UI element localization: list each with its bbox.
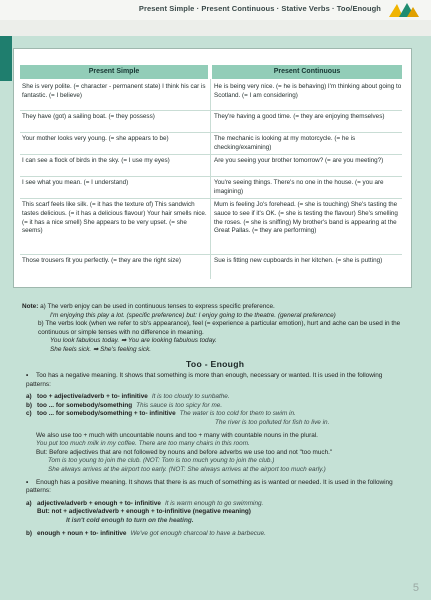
table-cell: Are you seeing your brother tomorrow? (= are you meeting?) bbox=[214, 157, 384, 164]
table-cell: Mum is feeling Jo's forehead. (= she is touching) She's tasting the sauce to see if it's OK. (= she is testing the flavour) She's smelling the roses. (= she is sniffing) My brother's band is appearing at the Great Pallas. (= they are performing) bbox=[214, 201, 398, 235]
table-cell: This scarf feels like silk. (= it has the texture of) This sandwich tastes delicious. (= it has a delicious flavour) Your hair smells nice. (= it has a nice smell) She appears to be very upset. (= she seems) bbox=[22, 201, 207, 235]
pattern-label-a: a) bbox=[26, 499, 32, 507]
note-b-example-2: She feels sick. ➡ She's feeling sick. bbox=[50, 345, 152, 353]
table-cell: I can see a flock of birds in the sky. (= I use my eyes) bbox=[22, 157, 170, 164]
note-a: a) The verb enjoy can be used in continuous tenses to express specific preference. bbox=[40, 303, 275, 310]
book-logo-icon bbox=[387, 1, 421, 19]
column-divider bbox=[210, 79, 211, 279]
enough-but-rule: But: not + adjective/adverb + enough + to-infinitive (negative meaning) bbox=[37, 508, 251, 516]
note-label: Note: bbox=[22, 303, 39, 310]
column-header-present-simple: Present Simple bbox=[20, 65, 208, 79]
too-pattern-a-example: It is too cloudy to sunbathe. bbox=[151, 393, 230, 401]
row-divider bbox=[20, 132, 402, 133]
enough-intro: Enough has a positive meaning. It shows that there is as much of something as is wanted or needed. It is used in the following patterns: bbox=[26, 478, 393, 495]
too-pattern-a: too + adjective/adverb + to- infinitive bbox=[37, 393, 148, 401]
too-pattern-b-example: This sauce is too spicy for me. bbox=[136, 401, 223, 409]
row-divider bbox=[20, 110, 402, 111]
row-divider bbox=[20, 176, 402, 177]
page-number: 5 bbox=[412, 582, 419, 594]
enough-pattern-b-example: We've got enough charcoal to have a barbecue. bbox=[130, 529, 266, 537]
table-cell: They have (got) a sailing boat. (= they possess) bbox=[22, 113, 155, 120]
too-pattern-c: too ... for somebody/something + to- infinitive bbox=[37, 410, 176, 418]
too-much-rule: We also use too + much with uncountable nouns and too + many with countable nouns in the plural. bbox=[36, 431, 318, 439]
pattern-label-b: b) bbox=[26, 401, 33, 409]
row-divider bbox=[20, 154, 402, 155]
too-pattern-c-example-2: The river is too polluted for fish to live in. bbox=[215, 418, 330, 426]
table-cell: I see what you mean. (= I understand) bbox=[22, 179, 129, 186]
too-much-example: You put too much milk in my coffee. There are too many chairs in this room. bbox=[36, 440, 250, 448]
bullet-icon: • bbox=[26, 478, 29, 486]
table-cell: Those trousers fit you perfectly. (= they are the right size) bbox=[22, 257, 181, 264]
page-header-title: Present Simple · Present Continuous · Stative Verbs · Too/Enough bbox=[138, 4, 381, 13]
chapter-tab bbox=[0, 36, 12, 81]
bullet-icon: • bbox=[26, 372, 29, 379]
too-intro: Too has a negative meaning. It shows that something is more than enough, necessary or wanted. It is used in the following patterns: bbox=[26, 372, 383, 388]
note-b: b) The verbs look (when we refer to sb's appearance), feel (= experience a particular emotion), hurt and ache can be used in the continuous or simple tenses with no difference in meaning. bbox=[38, 320, 401, 336]
column-header-present-continuous: Present Continuous bbox=[212, 65, 402, 79]
note-b-example-1: You look fabulous today. ➡ You are looking fabulous today. bbox=[50, 337, 217, 345]
note-a-example: I'm enjoying this play a lot. (specific preference) but: I enjoy going to the theatre. (general preference) bbox=[50, 311, 336, 319]
note-section bbox=[22, 303, 407, 355]
enough-pattern-a: adjective/adverb + enough + to- infinitive bbox=[37, 499, 161, 507]
table-cell: The mechanic is looking at my motorcycle. (= he is checking/examining) bbox=[214, 135, 356, 151]
comparison-table bbox=[13, 48, 412, 288]
enough-but-example: It isn't cold enough to turn on the heating. bbox=[66, 516, 194, 524]
pattern-label-c: c) bbox=[26, 410, 32, 418]
table-cell: They're having a good time. (= they are enjoying themselves) bbox=[214, 113, 385, 120]
enough-pattern-b: enough + noun + to- infinitive bbox=[37, 529, 127, 537]
too-enough-section bbox=[26, 372, 401, 538]
too-pattern-c-example-1: The water is too cold for them to swim in. bbox=[179, 410, 296, 418]
enough-pattern-a-example: It is warm enough to go swimming. bbox=[164, 499, 264, 507]
pattern-label-a: a) bbox=[26, 393, 32, 401]
too-but-rule: But: Before adjectives that are not followed by nouns and before adverbs we use too and not "too much." bbox=[36, 448, 333, 456]
too-pattern-b: too ... for somebody/something bbox=[37, 401, 133, 409]
table-cell: He is being very nice. (= he is behaving) I'm thinking about going to Scotland. (= I am considering) bbox=[214, 83, 402, 99]
too-but-example-2: She always arrives at the airport too early. (NOT: She always arrives at the airport too much early.) bbox=[48, 465, 326, 473]
too-but-example-1: Tom is too young to join the club. (NOT: Tom is too much young to join the club.) bbox=[48, 457, 275, 465]
section-title-too-enough: Too - Enough bbox=[186, 359, 245, 369]
table-cell: Sue is fitting new cupboards in her kitchen. (= she is putting) bbox=[214, 257, 383, 264]
row-divider bbox=[20, 198, 402, 199]
row-divider bbox=[20, 254, 402, 255]
table-cell: You're seeing things. There's no one in the house. (= you are imagining) bbox=[214, 179, 384, 195]
table-cell: Your mother looks very young. (= she appears to be) bbox=[22, 135, 169, 142]
table-cell: She is very polite. (= character - permanent state) I think his car is fantastic. (= I believe) bbox=[22, 83, 206, 99]
pattern-label-b: b) bbox=[26, 529, 33, 537]
